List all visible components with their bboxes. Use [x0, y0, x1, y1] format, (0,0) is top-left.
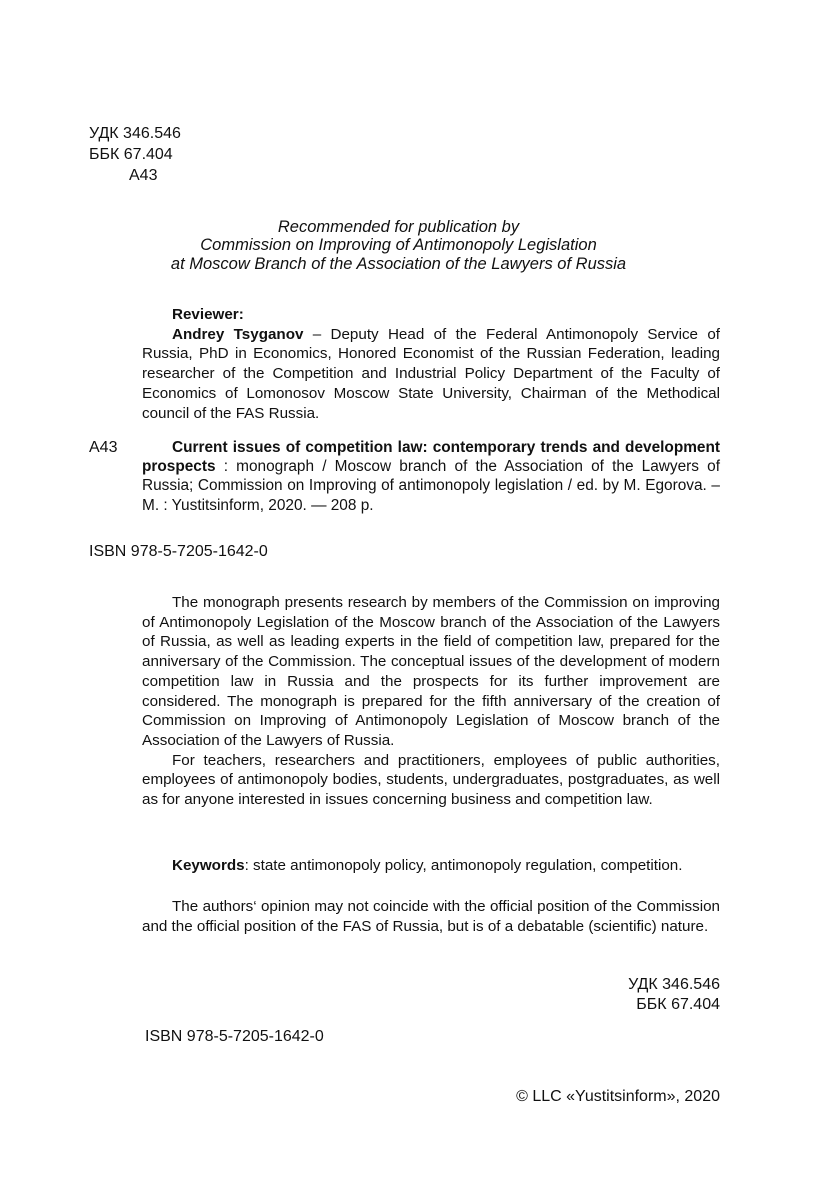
book-title: Current issues of competition law: contemporary trends and development prospects [142, 439, 720, 476]
disclaimer-text: The authors‘ opinion may not coincide with the official position of the Commission and the official position of the FAS of Russia, but is of a debatable (scientific) nature. [142, 898, 720, 935]
reviewer-name: Andrey Tsyganov [172, 325, 304, 343]
udk-code: УДК 346.546 [89, 125, 181, 142]
catalog-entry [142, 438, 720, 515]
catalog-text [142, 438, 720, 515]
disclaimer [142, 897, 720, 936]
keywords-text: : state antimonopoly policy, antimonopoly regulation, competition. [244, 857, 683, 874]
reviewer-section [142, 305, 720, 423]
recommendation-line-1: Recommended for publication by [277, 218, 520, 236]
reviewer-description: – Deputy Head of the Federal Antimonopoly Service of Russia, PhD in Economics, Honored Economist of the Russian Federation, leading researcher of the Competition and Industrial Policy Department of the Faculty of Economics of Lomonosov Moscow State University, Chairman of the Methodical council of the FAS Russia. [142, 325, 720, 422]
reviewer-text [142, 325, 720, 424]
abstract-paragraph-2: For teachers, researchers and practitioners, employees of public authorities, employees of antimonopoly bodies, students, undergraduates, postgraduates, as well as for anyone interested in issues concerning business and competition law. [142, 751, 720, 809]
catalog-mark: А43 [89, 439, 118, 456]
abstract-paragraph-1: The monograph presents research by members of the Commission on improving of Antimonopoly Legislation of the Moscow branch of the Association of the Lawyers of Russia, as well as leading experts in the field of competition law, prepared for the anniversary of the Commission. The conceptual issues of the development of modern competition law in Russia and the prospects for its further improvement are considered. The monograph is prepared for the fifth anniversary of the creation of Commission on Improving of Antimonopoly Legislation of Moscow branch of the Association of the Lawyers of Russia. [142, 594, 720, 749]
keywords [142, 856, 720, 876]
keywords-label: Keywords [172, 857, 245, 874]
bbk-code: ББК 67.404 [89, 146, 173, 163]
isbn-bottom: ISBN 978-5-7205-1642-0 [145, 1028, 324, 1045]
reviewer-heading: Reviewer: [172, 306, 244, 323]
author-mark: А43 [129, 167, 158, 184]
recommendation-line-2: Commission on Improving of Antimonopoly Legislation [200, 236, 597, 254]
copyright: © LLC «Yustitsinform», 2020 [516, 1088, 720, 1105]
recommendation-line-3: at Moscow Branch of the Association of the Lawyers of Russia [170, 255, 627, 273]
bbk-code-bottom: ББК 67.404 [636, 996, 720, 1013]
keywords-line [142, 856, 720, 876]
abstract [142, 593, 720, 810]
isbn-top: ISBN 978-5-7205-1642-0 [89, 543, 268, 560]
udk-code-bottom: УДК 346.546 [628, 976, 720, 993]
book-details: : monograph / Moscow branch of the Association of the Lawyers of Russia; Commission on Improving of antimonopoly legislation / ed. by M. Egorova. – M. : Yustitsinform, 2020. — 208 p. [142, 458, 720, 514]
